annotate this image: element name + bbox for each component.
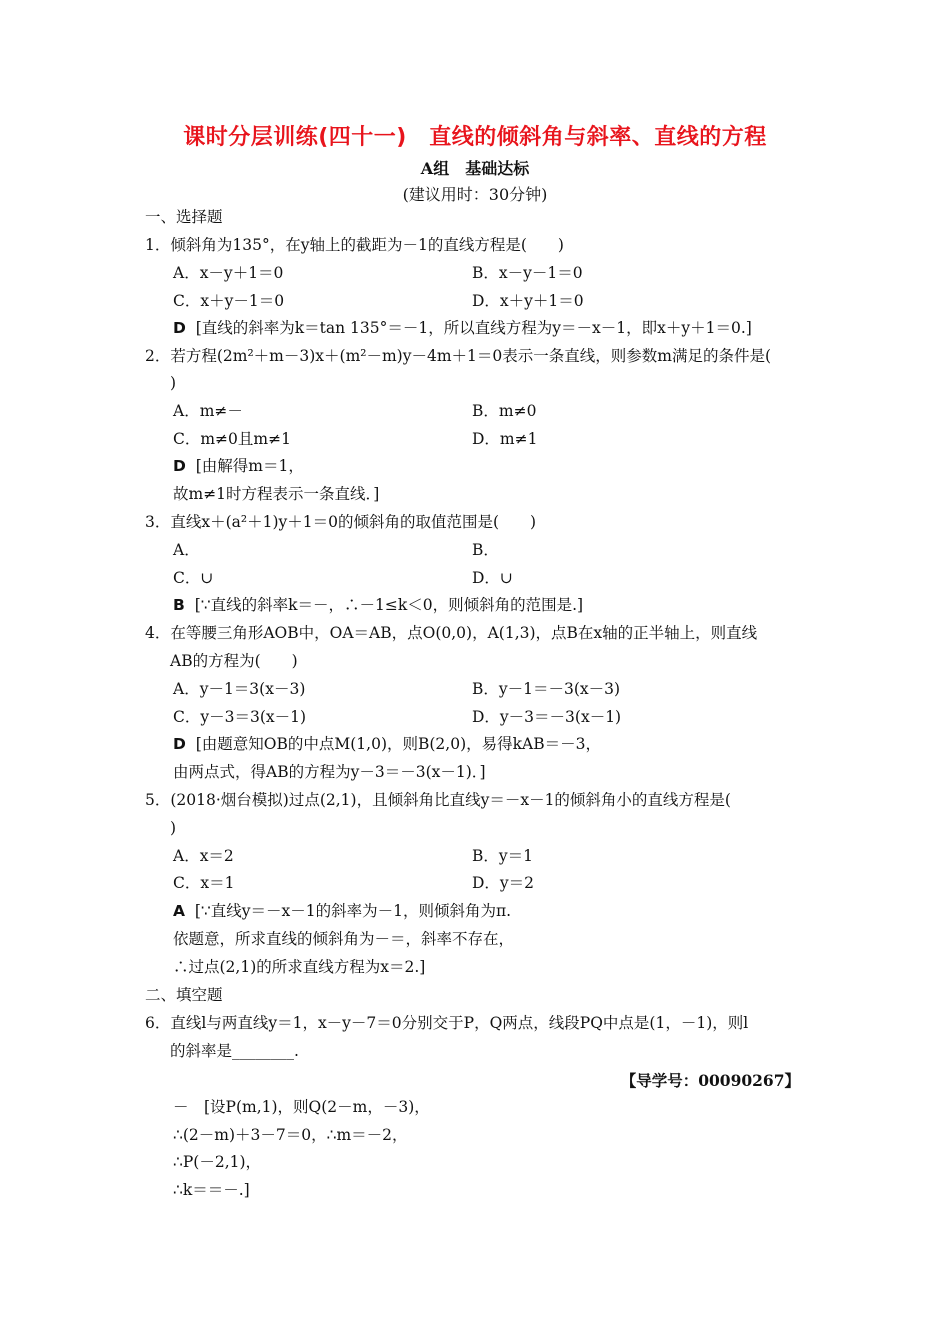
q2-option-a: A．m≠－ [173, 402, 243, 420]
q1-option-d: D．x＋y＋1＝0 [472, 292, 584, 310]
q5-solution-line2: 依题意，所求直线的倾斜角为－＝，斜率不存在， [173, 930, 515, 948]
q6-solution-line1: － [设P(m,1)，则Q(2－m，－3)， [173, 1098, 430, 1116]
q1-stem: 1．倾斜角为135°，在y轴上的截距为－1的直线方程是( ) [145, 236, 564, 254]
q1-answer: D [173, 319, 186, 337]
section-fill-heading: 二、填空题 [145, 986, 223, 1004]
q4-option-a: A．y－1＝3(x－3) [173, 680, 306, 698]
q5-option-c: C．x＝1 [173, 874, 235, 892]
q3-solution [173, 595, 583, 615]
q5-option-d: D．y＝2 [472, 874, 535, 892]
q4-stem-line2: AB的方程为( ) [170, 652, 298, 670]
time-hint: (建议用时：30分钟) [402, 185, 548, 204]
q3-option-b: B． [472, 541, 499, 559]
q4-solution-text1: [由题意知OB的中点M(1,0)，则B(2,0)，易得kAB＝－3， [195, 735, 601, 753]
q5-solution-line1 [173, 901, 511, 921]
q4-option-d: D．y－3＝－3(x－1) [472, 708, 622, 726]
q1-solution [173, 318, 752, 338]
q2-stem-line1: 2．若方程(2m²＋m－3)x＋(m²－m)y－4m＋1＝0表示一条直线，则参数m满足的条件是( [145, 347, 772, 365]
q2-answer: D [173, 457, 186, 475]
q5-solution-line3: ∴过点(2,1)的所求直线方程为x＝2.] [173, 958, 426, 976]
q4-option-c: C．y－3＝3(x－1) [173, 708, 307, 726]
q1-option-c: C．x＋y－1＝0 [173, 292, 285, 310]
q3-stem: 3．直线x＋(a²＋1)y＋1＝0的倾斜角的取值范围是( ) [145, 513, 537, 531]
q6-solution-line3: ∴P(－2,1)， [173, 1153, 262, 1171]
q5-solution-text1: [∵直线y＝－x－1的斜率为－1，则倾斜角为π. [194, 902, 512, 920]
q4-solution-line1 [173, 734, 601, 754]
q2-solution-text1: [由解得m＝1， [195, 457, 304, 475]
q6-stem-line1: 6．直线l与两直线y＝1，x－y－7＝0分别交于P，Q两点，线段PQ中点是(1，－1)，则l [145, 1014, 749, 1032]
q2-option-d: D．m≠1 [472, 430, 538, 448]
q6-solution-line4: ∴k＝＝－.] [173, 1181, 250, 1199]
q3-answer: B [173, 596, 185, 614]
q2-solution-line1 [173, 456, 304, 476]
group-heading: A组 基础达标 [420, 159, 530, 178]
q1-option-a: A．x－y＋1＝0 [173, 264, 284, 282]
q1-option-b: B．x－y－1＝0 [472, 264, 583, 282]
q2-option-b: B．m≠0 [472, 402, 537, 420]
q2-option-c: C．m≠0且m≠1 [173, 430, 291, 448]
q5-answer: A [173, 902, 185, 920]
q6-solution-line2: ∴(2－m)＋3－7＝0，∴m＝－2， [173, 1126, 408, 1144]
q4-stem-line1: 4．在等腰三角形AOB中，OA＝AB，点O(0,0)，A(1,3)，点B在x轴的正半轴上，则直线 [145, 624, 758, 642]
section-choice-heading: 一、选择题 [145, 208, 223, 226]
q1-solution-text: [直线的斜率为k＝tan 135°＝－1，所以直线方程为y＝－x－1，即x＋y＋1＝0.] [195, 319, 752, 337]
q5-stem-line2: ) [170, 819, 177, 837]
q3-option-a: A． [173, 541, 200, 559]
q5-option-b: B．y＝1 [472, 847, 534, 865]
q4-answer: D [173, 735, 186, 753]
q6-stem-line2: 的斜率是________. [170, 1042, 299, 1060]
q4-solution-line2: 由两点式，得AB的方程为y－3＝－3(x－1)．] [173, 763, 486, 781]
q3-option-c: C．∪ [173, 569, 214, 587]
q2-solution-line2: 故m≠1时方程表示一条直线．] [173, 485, 380, 503]
q5-option-a: A．x＝2 [173, 847, 234, 865]
q3-solution-text: [∵直线的斜率k＝－，∴－1≤k＜0，则倾斜角的范围是.] [194, 596, 584, 614]
page-title: 课时分层训练(四十一) 直线的倾斜角与斜率、直线的方程 [183, 125, 767, 150]
q5-stem-line1: 5．(2018·烟台模拟)过点(2,1)，且倾斜角比直线y＝－x－1的倾斜角小的直线方程是( [145, 791, 731, 809]
q4-option-b: B．y－1＝－3(x－3) [472, 680, 621, 698]
q3-option-d: D．∪ [472, 569, 513, 587]
q2-stem-line2: ) [170, 374, 177, 392]
guide-number: 【导学号：00090267】 [620, 1071, 800, 1090]
